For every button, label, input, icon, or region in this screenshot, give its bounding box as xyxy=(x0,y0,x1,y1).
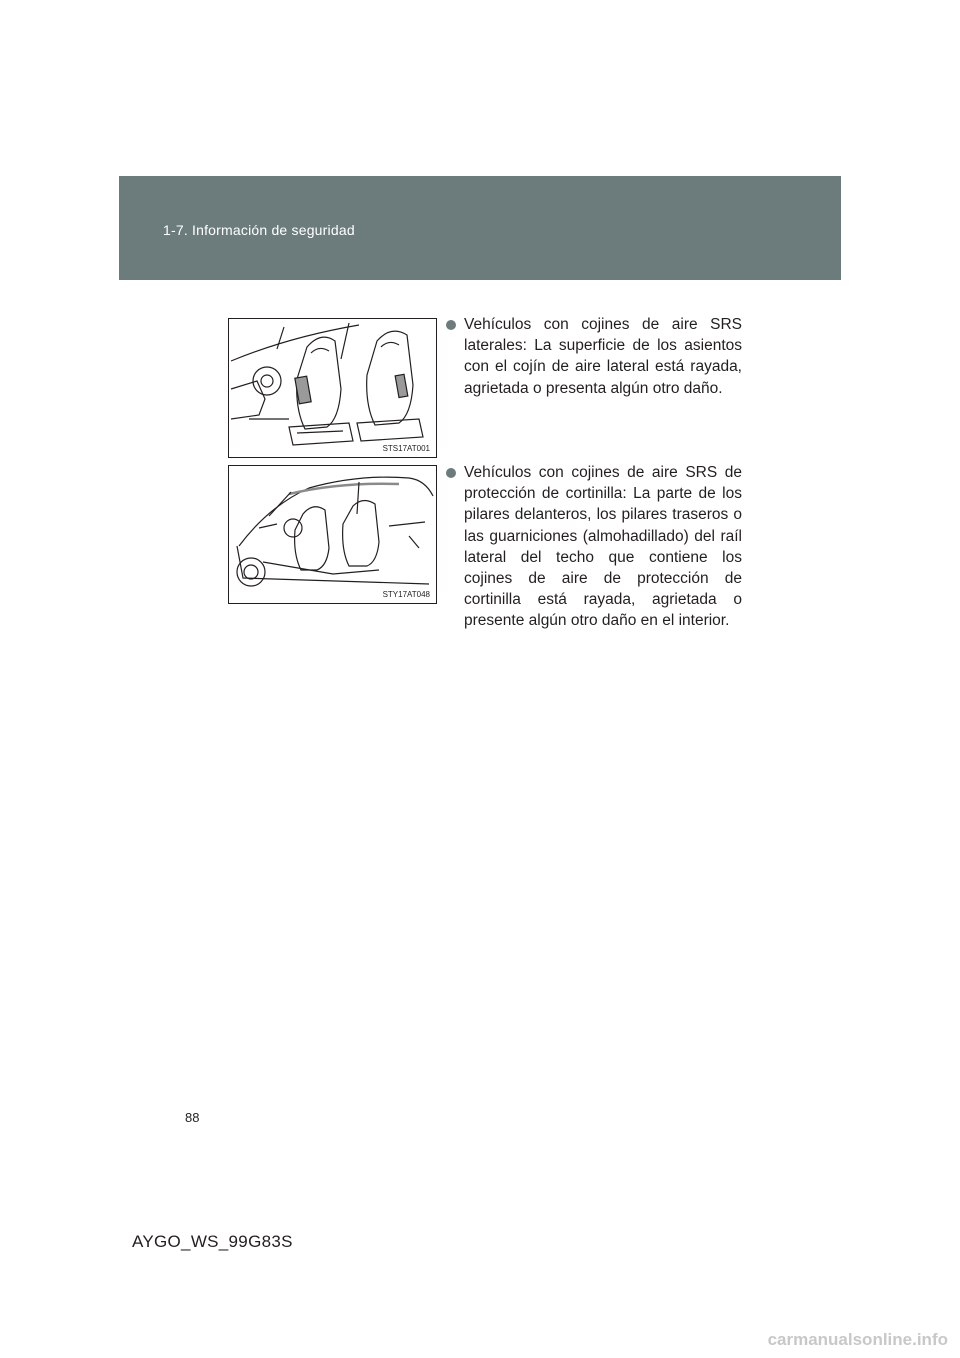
header-band xyxy=(119,176,841,280)
bullet-icon xyxy=(446,468,456,478)
document-code: AYGO_WS_99G83S xyxy=(132,1232,293,1251)
figure-curtain-airbag-car xyxy=(228,465,437,604)
bullet-text: Vehículos con cojines de aire SRS de protección de cortinilla: La parte de los pilares delanteros, los pilares traseros o las guarniciones (almohadillado) del raíl lateral del techo que contiene los cojines de aire de protección de cortinilla está rayada, agrietada o presente algún otro daño en el interior. xyxy=(464,464,742,630)
page-number: 88 xyxy=(185,1110,200,1125)
list-item xyxy=(446,314,742,399)
figure-side-airbag-seats xyxy=(228,318,437,458)
seat-illustration xyxy=(229,319,436,457)
watermark: carmanualsonline.info xyxy=(767,1330,948,1349)
figure-code: STY17AT048 xyxy=(382,590,430,599)
car-interior-illustration xyxy=(229,466,436,603)
bullet-icon xyxy=(446,320,456,330)
list-item xyxy=(446,462,742,632)
figure-code: STS17AT001 xyxy=(382,444,430,453)
bullet-text: Vehículos con cojines de aire SRS laterales: La superficie de los asientos con el cojín de aire lateral está rayada, agrietada o presenta algún otro daño. xyxy=(464,316,742,397)
section-title: 1-7. Información de seguridad xyxy=(163,222,355,238)
